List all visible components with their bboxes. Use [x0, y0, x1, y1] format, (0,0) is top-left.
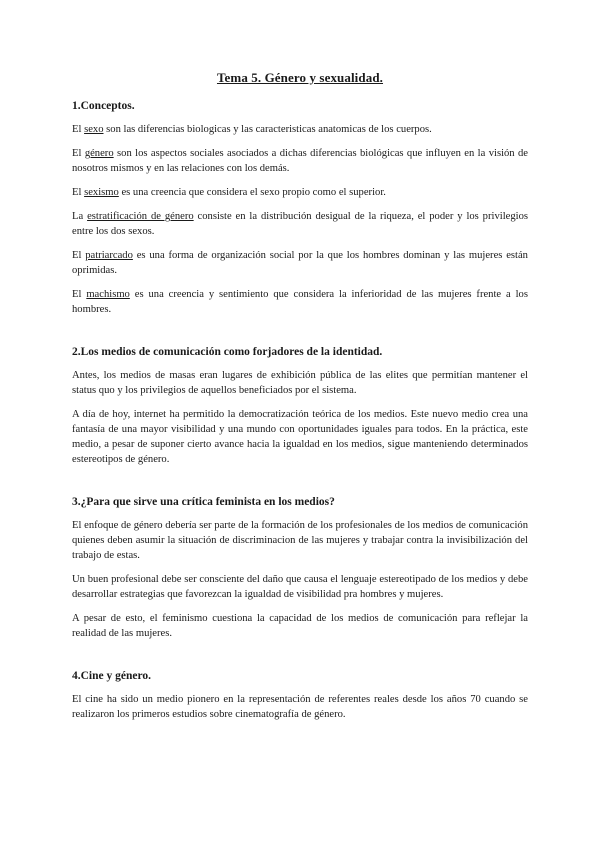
paragraph-machismo: [72, 287, 528, 317]
document-title: Tema 5. Género y sexualidad.: [216, 70, 384, 85]
paragraph-sexo: [72, 122, 528, 137]
term-estratificacion: estratificación de género: [87, 211, 194, 222]
paragraph: A día de hoy, internet ha permitido la democratización teórica de los medios. Este nuevo medio crea una fantasía de una mayor visibilidad y una mundo con oportunidades iguales para todos. En la práctica, este medio, a pesar de suponer cierto avance hacia la igualdad en los medios, sigue manteniendo determinados estereotipos de género.: [72, 409, 528, 465]
paragraph-estratificacion: [72, 209, 528, 239]
term-patriarcado: patriarcado: [85, 250, 133, 261]
section-heading: 3.¿Para que sirve una crítica feminista en los medios?: [72, 496, 335, 508]
term-genero: género: [84, 148, 114, 159]
paragraph-text: El: [72, 289, 87, 300]
paragraph: Antes, los medios de masas eran lugares de exhibición pública de las elites que permitían mantener el status quo y los privilegios de aquellos beneficiados por el sistema.: [72, 370, 528, 396]
paragraph-genero: [72, 146, 528, 176]
paragraph-text: son las diferencias biologicas y las caracteristicas anatomicas de los cuerpos.: [103, 124, 432, 135]
section-cine-genero: [72, 670, 528, 722]
paragraph-text: El: [72, 250, 86, 261]
paragraph-text: consiste en la distribución desigual de la riqueza, el poder y los privilegios entre los dos sexos.: [72, 211, 528, 237]
paragraph: A pesar de esto, el feminismo cuestiona la capacidad de los medios de comunicación para reflejar la realidad de las mujeres.: [72, 613, 528, 639]
section-heading: 1.Conceptos.: [72, 100, 135, 112]
term-machismo: machismo: [86, 289, 130, 300]
section-medios-identidad: [72, 346, 528, 467]
section-critica-feminista: [72, 496, 528, 641]
paragraph-text: son los aspectos sociales asociados a dichas diferencias biológicas que influyen en la visión de nosotros mismos y en las relaciones con los demás.: [72, 148, 528, 174]
paragraph: El cine ha sido un medio pionero en la representación de referentes reales desde los años 70 cuando se realizaron los primeros estudios sobre cinematografía de género.: [72, 694, 528, 720]
paragraph-sexismo: [72, 185, 528, 200]
section-heading: 4.Cine y género.: [72, 670, 152, 682]
section-heading: 2.Los medios de comunicación como forjadores de la identidad.: [72, 346, 383, 358]
paragraph-patriarcado: [72, 248, 528, 278]
paragraph-text: La: [72, 211, 88, 222]
section-conceptos: [72, 100, 528, 317]
paragraph-text: El: [72, 148, 85, 159]
paragraph-text: es una creencia y sentimiento que considera la inferioridad de las mujeres frente a los hombres.: [72, 289, 528, 315]
paragraph-text: es una forma de organización social por la que los hombres dominan y las mujeres están oprimidas.: [72, 250, 528, 276]
paragraph-text: El: [72, 124, 85, 135]
paragraph-text: El: [72, 187, 85, 198]
term-sexo: sexo: [84, 124, 104, 135]
term-sexismo: sexismo: [84, 187, 119, 198]
paragraph: El enfoque de género debería ser parte de la formación de los profesionales de los medios de comunicación quienes deben asumir la situación de discriminacion de las mujeres y trabajar contra la invisibilización del trabajo de estas.: [72, 520, 528, 561]
paragraph: Un buen profesional debe ser consciente del daño que causa el lenguaje estereotipado de los medios y debe desarrollar estrategias que favorezcan la igualdad de visibilidad pra hombres y mujeres.: [72, 574, 528, 600]
paragraph-text: es una creencia que considera el sexo propio como el superior.: [118, 187, 386, 198]
